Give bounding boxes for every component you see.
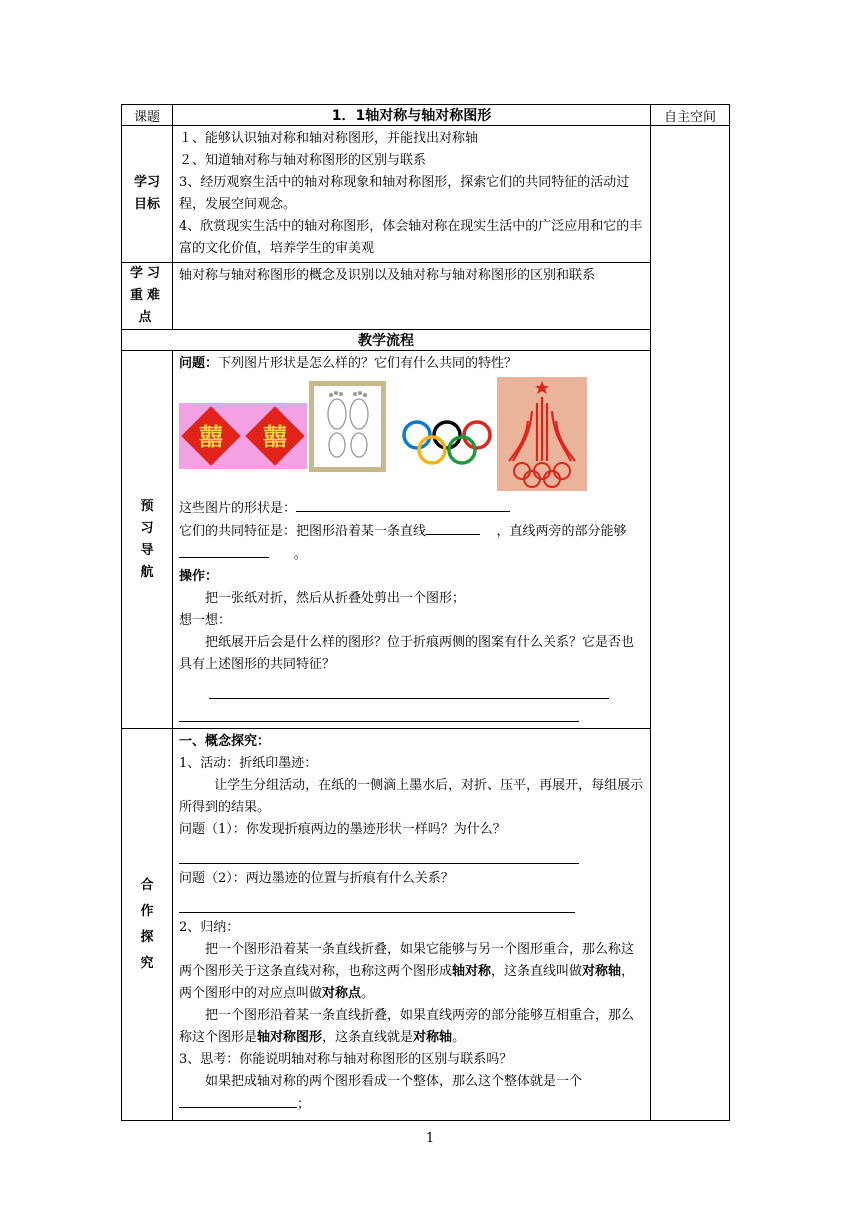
objective-item: 3、经历观察生活中的轴对称现象和轴对称图形，探索它们的共同特征的活动过程，发展空间观念。 (179, 175, 630, 212)
olympic-rings-icon (401, 419, 493, 467)
moscow-olympics-emblem-icon (497, 377, 587, 491)
definition-symmetric-figure: 把一个图形沿着某一条直线折叠，如果直线两旁的部分能够互相重合，那么称这个图形是轴对称图形，这条直线就是对称轴。 (179, 1008, 635, 1045)
section-title: 一、概念探究： (179, 734, 271, 749)
double-happiness-icon (179, 403, 307, 469)
objectives-label (122, 126, 173, 263)
preview-row (122, 351, 730, 729)
think-heading: 3、思考：你能说明轴对称与轴对称图形的区别与联系吗？ (179, 1052, 513, 1067)
footprints-icon (309, 381, 386, 472)
cooperate-label (122, 729, 173, 1121)
activity-text: 让学生分组活动，在纸的一侧滴上墨水后，对折、压平，再展开，每组展示所得到的结果。 (179, 778, 644, 815)
page-number: 1 (425, 1131, 435, 1146)
operation-label: 操作： (179, 569, 219, 584)
objective-item: 4、欣赏现实生活中的轴对称图形，体会轴对称在现实生活中的广泛应用和它的丰富的文化价值，培养学生的审美观 (179, 219, 643, 256)
side-column-header: 自主空间 (651, 105, 730, 126)
shape-prompt: 这些图片的形状是： (179, 501, 297, 516)
think-conclusion: 如果把成轴对称的两个图形看成一个整体，那么这个整体就是一个； (179, 1071, 646, 1116)
question-1: 问题（1）：你发现折痕两边的墨迹形状一样吗？为什么？ (179, 822, 506, 837)
question-label: 问题： (179, 356, 219, 371)
objective-item: １、能够认识轴对称和轴对称图形，并能找出对称轴 (179, 131, 479, 146)
objective-item: ２、知道轴对称与轴对称图形的区别与联系 (179, 153, 427, 168)
svg-text:囍: 囍 (263, 423, 287, 451)
whole-answer-blank[interactable] (179, 1093, 297, 1108)
feature-prompt-2: ，直线两旁的部分能够 (496, 524, 627, 539)
preview-label (122, 351, 173, 729)
keypoints-row (122, 263, 730, 330)
side-space[interactable] (651, 126, 730, 1121)
answer-line[interactable] (179, 890, 575, 913)
activity-heading: 1、活动：折纸印墨迹： (179, 756, 318, 771)
shape-answer-blank[interactable] (296, 497, 510, 512)
keypoints-label (122, 263, 173, 330)
objectives-row (122, 126, 730, 263)
objectives-label-text: 学习目标 (133, 175, 160, 212)
cooperate-content (173, 729, 651, 1121)
feature-prompt-1: 它们的共同特征是：把图形沿着某一条直线 (179, 524, 427, 539)
topic-label: 课题 (122, 105, 173, 126)
coincide-answer-blank[interactable] (179, 543, 269, 558)
summary-heading: 2、归纳： (179, 920, 240, 935)
keypoints-label-text: 学习重难点 (130, 266, 165, 325)
answer-line[interactable] (179, 699, 579, 722)
svg-text:囍: 囍 (199, 423, 223, 451)
question-text: 下列图片形状是怎么样的？它们有什么共同的特性？ (218, 356, 518, 371)
keypoints-content (173, 263, 651, 330)
keypoints-text: 轴对称与轴对称图形的概念及识别以及轴对称与轴对称图形的区别和联系 (179, 268, 596, 283)
definition-axial-symmetry: 把一个图形沿着某一条直线折叠，如果它能够与另一个图形重合，那么称这两个图形关于这条直线对称，也称这两个图形成轴对称，这条直线叫做对称轴，两个图形中的对应点叫做对称点。 (179, 942, 635, 1001)
flow-row (122, 330, 730, 351)
flow-title: 教学流程 (122, 330, 651, 351)
operation-text: 把一张纸对折，然后从折叠处剪出一个图形； (205, 591, 466, 606)
think-text: 把纸展开后会是什么样的图形？位于折痕两侧的图案有什么关系？它是否也具有上述图形的共同特征？ (179, 635, 635, 672)
picture-strip (179, 377, 646, 495)
preview-content (173, 351, 651, 729)
think-label: 想一想： (179, 613, 232, 628)
answer-line[interactable] (179, 841, 579, 864)
cooperate-row (122, 729, 730, 1121)
topic-title: 1．1轴对称与轴对称图形 (173, 105, 651, 126)
preview-label-text: 预习导航 (140, 498, 154, 580)
question-2: 问题（2）：两边墨迹的位置与折痕有什么关系？ (179, 871, 454, 886)
topic-row (122, 105, 730, 126)
lesson-table (121, 104, 730, 1121)
cooperate-label-text: 合作探究 (140, 877, 154, 971)
objectives-content (173, 126, 651, 263)
answer-line[interactable] (209, 676, 609, 699)
feature-end: 。 (293, 547, 307, 562)
fold-answer-blank[interactable] (426, 520, 480, 535)
